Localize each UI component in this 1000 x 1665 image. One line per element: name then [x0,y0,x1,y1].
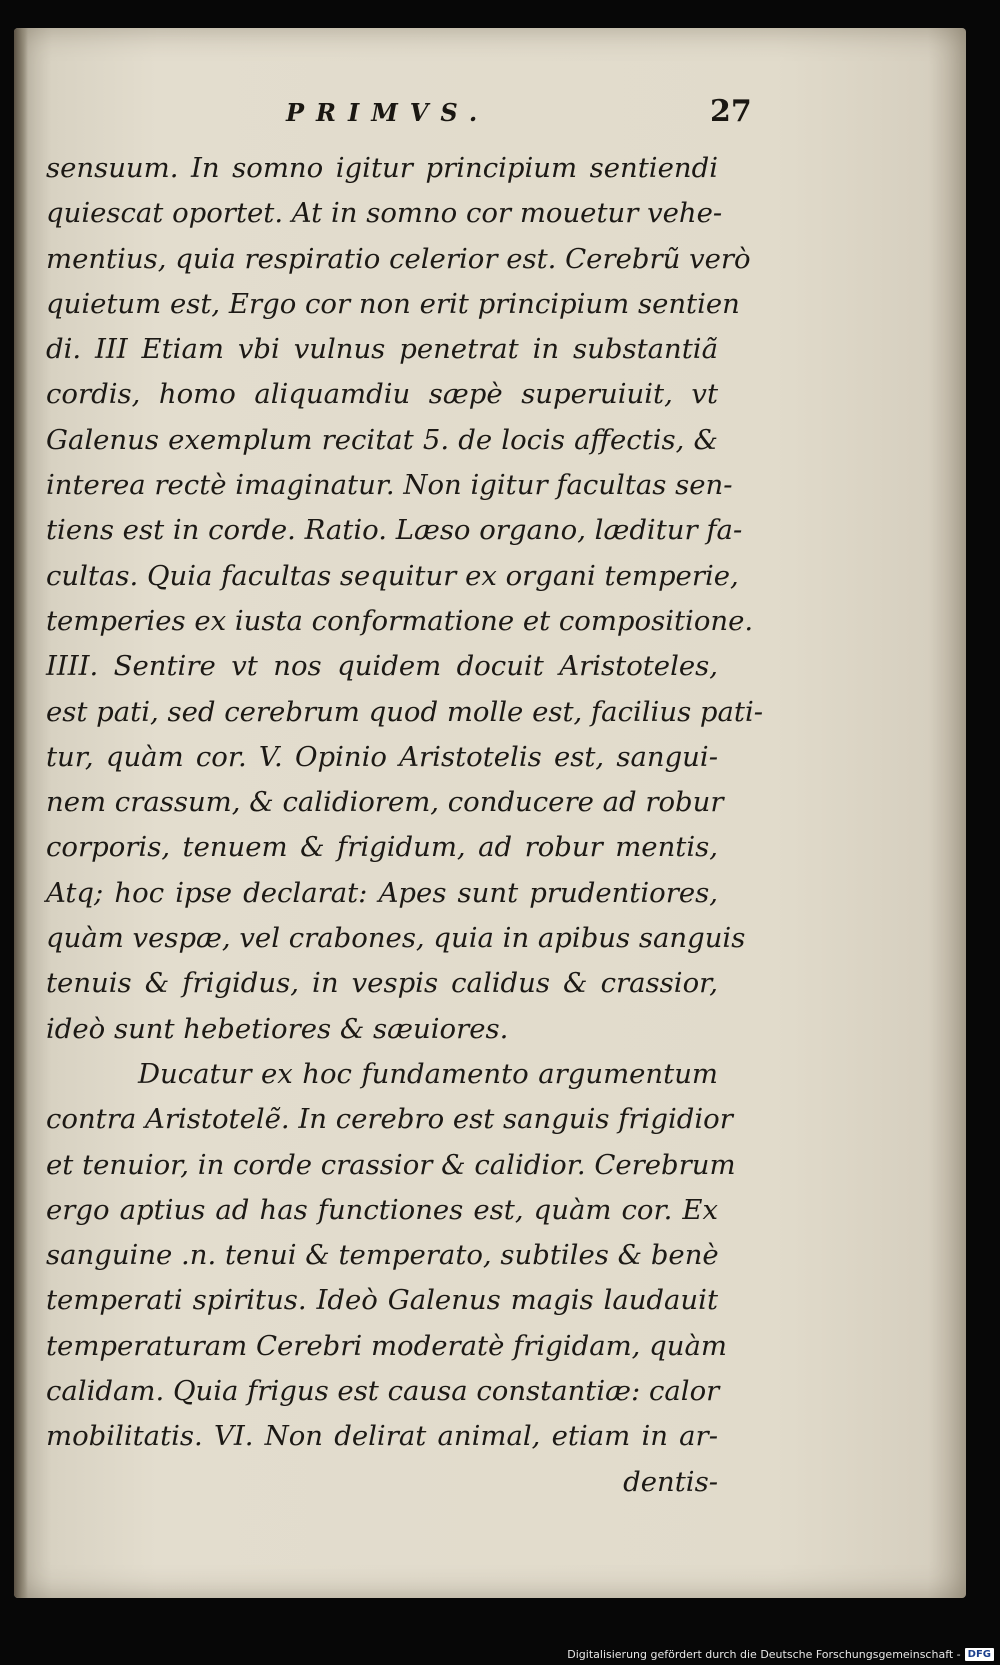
running-head [14,94,966,138]
text-line: Atq; hoc ipse declarat: Apes sunt prudentiores, [46,876,718,909]
text-line: temperaturam Cerebri moderatè frigidam, quàm [46,1329,727,1362]
text-line: IIII. Sentire vt nos quidem docuit Aristoteles, [46,650,718,683]
text-line: sensuum. In somno igitur principium sentiendi [46,152,718,184]
text-line: tenuis & frigidus, in vespis calidus & crassior, [46,967,718,1000]
text-line: temperies ex iusta conformatione et compositione. [46,604,754,637]
paragraph-start-line: Ducatur ex hoc fundamento argumentum [138,1057,718,1090]
text-line: di. III Etiam vbi vulnus penetrat in substantiã [46,333,718,366]
catchword: dentis- [623,1465,718,1498]
text-line: tiens est in corde. Ratio. Læso organo, læditur fa- [46,514,743,547]
text-line: quietum est, Ergo cor non erit principium sentien [46,287,740,320]
text-line: cultas. Quia facultas sequitur ex organi temperie, [46,559,739,592]
digitization-credit [567,1648,994,1661]
page-number: 27 [710,94,752,129]
text-line: calidam. Quia frigus est causa constantiæ: calor [46,1375,720,1408]
text-line: est pati, sed cerebrum quod molle est, facilius pati- [46,695,764,728]
body-text [46,146,766,1505]
text-line: contra Aristotelẽ. In cerebro est sanguis frigidior [46,1103,733,1136]
text-line: cordis, homo aliquamdiu sæpè superuiuit, vt [46,378,718,411]
text-line: ideò sunt hebetiores & sæuiores. [46,1012,509,1045]
text-line: nem crassum, & calidiorem, conducere ad robur [46,786,724,819]
book-page [14,28,966,1598]
dfg-logo: DFG [965,1648,994,1661]
text-line: quiescat oportet. At in somno cor mouetur vehe- [46,197,723,230]
text-line: et tenuior, in corde crassior & calidior. Cerebrum [46,1148,736,1181]
text-line: Galenus exemplum recitat 5. de locis affectis, & [46,423,718,456]
text-line: quàm vespæ, vel crabones, quia in apibus sanguis [46,922,746,955]
text-line: temperati spiritus. Ideò Galenus magis laudauit [46,1284,718,1317]
text-line: tur, quàm cor. V. Opinio Aristotelis est, sangui- [46,740,718,773]
text-line: mobilitatis. VI. Non delirat animal, etiam in ar- [46,1420,718,1453]
text-line: interea rectè imaginatur. Non igitur facultas sen- [46,469,733,502]
running-head-title: PRIMVS. [286,98,490,127]
text-line: corporis, tenuem & frigidum, ad robur mentis, [46,831,718,864]
text-line: sanguine .n. tenui & temperato, subtiles & benè [46,1239,719,1272]
text-line: mentius, quia respiratio celerior est. Cerebrũ verò [46,242,751,275]
credit-text: Digitalisierung gefördert durch die Deutsche Forschungsgemeinschaft - [567,1648,961,1661]
text-line: ergo aptius ad has functiones est, quàm cor. Ex [46,1193,718,1226]
